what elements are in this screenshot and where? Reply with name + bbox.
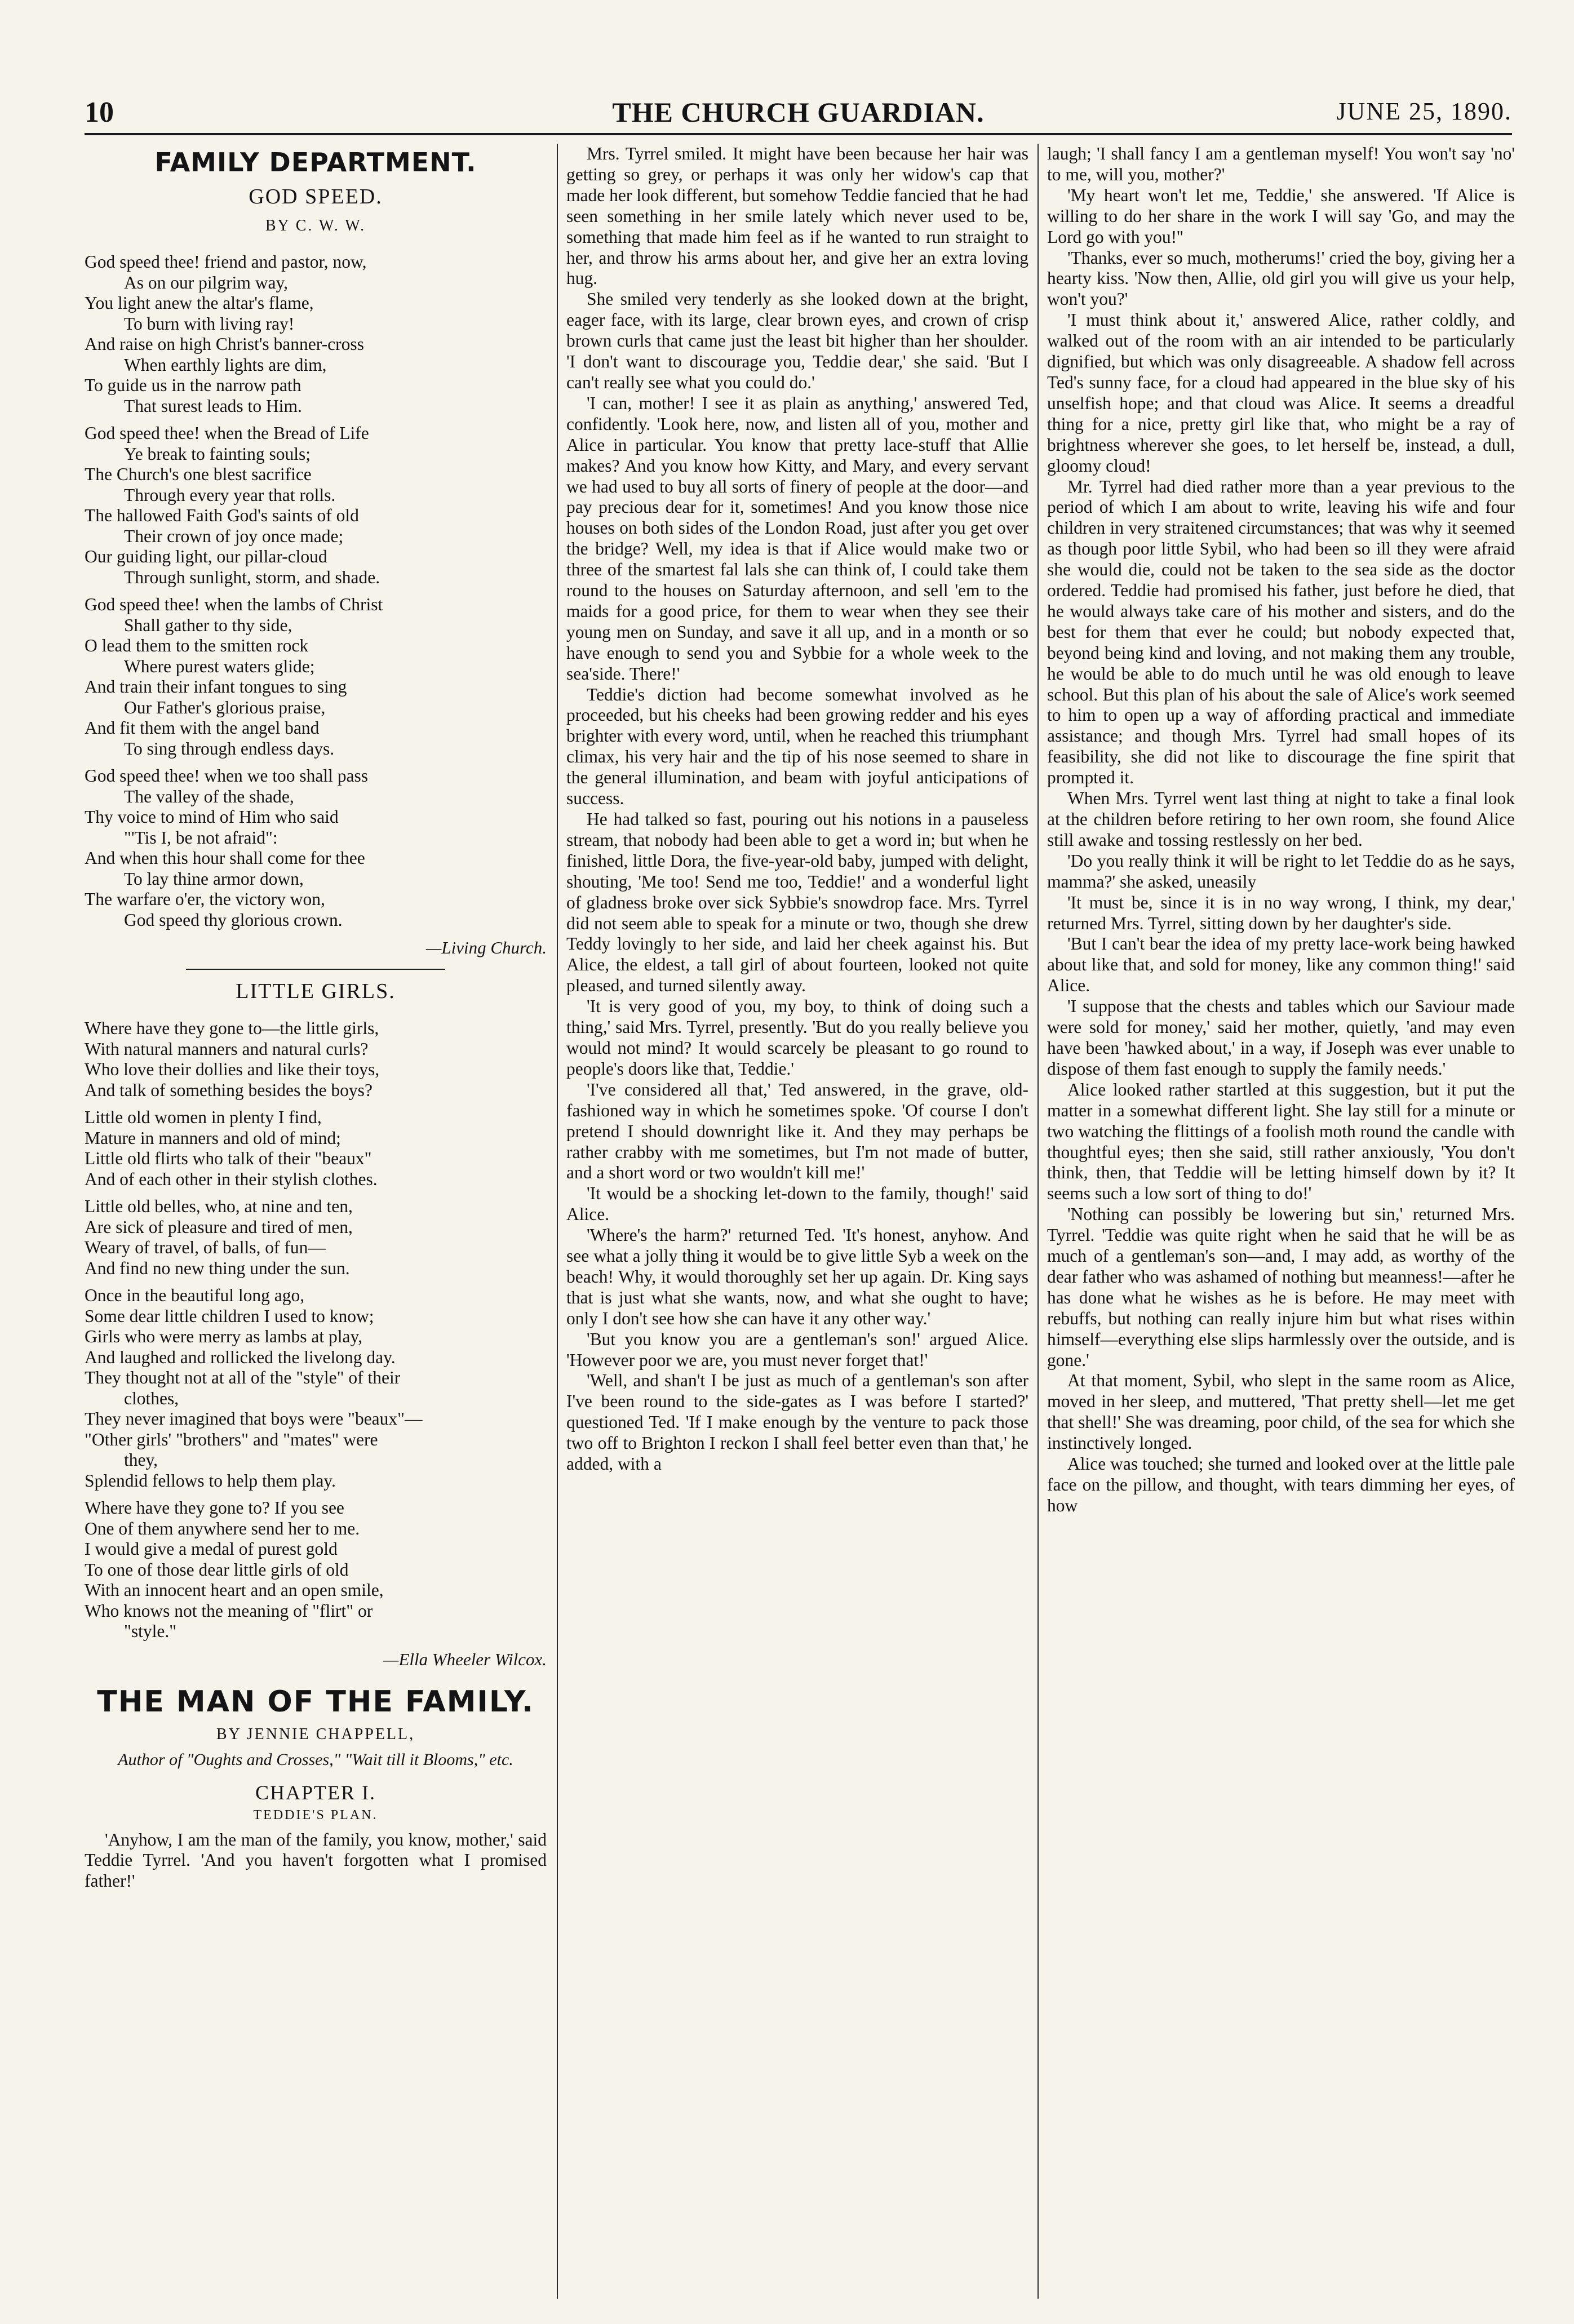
column-2 xyxy=(566,144,1028,2301)
poem-line: Shall gather to thy side, xyxy=(124,615,292,635)
poem-line: Girls who were merry as lambs at play, xyxy=(85,1327,363,1346)
paragraph: 'But you know you are a gentleman's son!' argued Alice. 'However poor we are, you must never forget that!' xyxy=(566,1329,1028,1370)
poem-stanza xyxy=(85,423,547,588)
poem-line: Mature in manners and old of mind; xyxy=(85,1128,341,1148)
newspaper-title: THE CHURCH GUARDIAN. xyxy=(612,96,985,128)
paragraph: laugh; 'I shall fancy I am a gentleman myself! You won't say 'no' to me, will you, mother?' xyxy=(1047,144,1515,184)
paragraph: 'Where's the harm?' returned Ted. 'It's honest, anyhow. And see what a jolly thing it would be to give little Syb a week on the beach! Why, it would thoroughly set her up again. Dr. King says that is just what she wants, now, and what she ought to have; only I don't see how she can have it any other way.' xyxy=(566,1225,1028,1328)
poem-stanza xyxy=(85,1107,547,1190)
poem-title: GOD SPEED. xyxy=(249,185,383,209)
poem-line: And laughed and rollicked the livelong day. xyxy=(85,1347,396,1367)
paragraph: 'But I can't bear the idea of my pretty lace-work being hawked about like that, and sold for money, like any common thing!' said Alice. xyxy=(1047,934,1515,996)
poem-line: Who love their dollies and like their toys, xyxy=(85,1059,380,1079)
poem-line: The warfare o'er, the victory won, xyxy=(85,889,325,909)
story-title: THE MAN OF THE FAMILY. xyxy=(97,1684,534,1719)
poem-byline: BY C. W. W. xyxy=(265,217,366,234)
poem-line: O lead them to the smitten rock xyxy=(85,636,309,655)
poem-line: And raise on high Christ's banner-cross xyxy=(85,334,364,354)
poem-line: God speed thee! when we too shall pass xyxy=(85,766,369,786)
paragraph: When Mrs. Tyrrel went last thing at night to take a final look at the children before retiring to her own room, she found Alice still awake and tossing restlessly on her bed. xyxy=(1047,788,1515,850)
poem-line: To sing through endless days. xyxy=(124,738,335,759)
poem-line: Splendid fellows to help them play. xyxy=(85,1470,336,1491)
poem-stanza xyxy=(85,1285,547,1491)
poem-stanza xyxy=(85,1196,547,1279)
poem-title: LITTLE GIRLS. xyxy=(236,979,396,1003)
paragraph: She smiled very tenderly as she looked down at the bright, eager face, with its large, clear brown eyes, and crown of crisp brown curls that came just the least bit higher than her shoulder. 'I don't want to discourage you, Teddie dear,' she said. 'But I can't really see what you could do.' xyxy=(566,289,1028,392)
poem-line: Where have they gone to—the little girls, xyxy=(85,1018,379,1038)
header-rule xyxy=(85,133,1512,135)
poem-stanza xyxy=(85,766,547,930)
paragraph: 'I can, mother! I see it as plain as anything,' answered Ted, confidently. 'Look here, now, and listen all of you, mother and Alice in particular. You know that pretty lace-stuff that Allie makes? And you know how Kitty, and Mary, and every servant we had used to buy all sorts of finery of people at the door—and pay precious dear for it, sometimes! And you know those nice houses on both sides of the London Road, just after you get over the bridge? Well, my idea is that if Alice would make two or three of the smartest fal lals she can think of, I could take them round to the houses on Saturday afternoon, and sell 'em to the maids for a good price, for them to wear when they see their young men on Sunday, and save it all up, and in a month or so have enough to send you and Sybbie for a whole week to the sea'side. There!' xyxy=(566,393,1028,684)
paragraph: 'Thanks, ever so much, motherums!' cried the boy, giving her a hearty kiss. 'Now then, Allie, old girl you will give us your help, won't you?' xyxy=(1047,247,1515,309)
page-number: 10 xyxy=(85,96,114,128)
poem-line: Weary of travel, of balls, of fun— xyxy=(85,1238,326,1257)
paragraph: Teddie's diction had become somewhat involved as he proceeded, but his cheeks had been growing redder and his eyes brighter with every word, until, when he reached this triumphant climax, his very hair and the tip of his nose seemed to share in the general illumination, and beam with joyful anticipations of success. xyxy=(566,684,1028,809)
paragraph: 'I've considered all that,' Ted answered, in the grave, old-fashioned way in which he sometimes spoke. 'Of course I don't pretend I should downright like it. And they may perhaps be rather crabby with me sometimes, but I'm not made of butter, and a short word or two wouldn't kill me!' xyxy=(566,1079,1028,1183)
poem-line: To one of those dear little girls of old xyxy=(85,1559,349,1580)
poem-line: One of them anywhere send her to me. xyxy=(85,1518,360,1538)
poem-line: Are sick of pleasure and tired of men, xyxy=(85,1217,353,1237)
poem-line: Our guiding light, our pillar-cloud xyxy=(85,547,327,566)
poem-line: And talk of something besides the boys? xyxy=(85,1080,373,1100)
paragraph: 'It is very good of you, my boy, to think of doing such a thing,' said Mrs. Tyrrel, presently. 'But do you really believe you would not mind? It would scarcely be pleasant to go round to people's doors like that, Teddie.' xyxy=(566,996,1028,1079)
paragraph: 'It must be, since it is in no way wrong, I think, my dear,' returned Mrs. Tyrrel, sitting down by her daughter's side. xyxy=(1047,892,1515,933)
poem-line: With an innocent heart and an open smile, xyxy=(85,1580,384,1600)
poem-line: "'Tis I, be not afraid": xyxy=(124,827,278,848)
poem-line: They never imagined that boys were "beaux"— xyxy=(85,1409,423,1429)
paragraph: 'Nothing can possibly be lowering but sin,' returned Mrs. Tyrrel. 'Teddie was quite right when he said that he will be as much of a gentleman's son—and, I may add, as worthy of the dear father who was ashamed of nothing but meanness!—after he has done what he wishes as he is before. He may meet with rebuffs, but nothing can really injure him but what rises within himself—everything else slips harmlessly over the outside, and is gone.' xyxy=(1047,1204,1515,1370)
column-divider xyxy=(1037,144,1039,2299)
poem-line: To burn with living ray! xyxy=(124,313,295,334)
poem-stanza xyxy=(85,252,547,416)
poem-line: Through sunlight, storm, and shade. xyxy=(124,567,380,587)
poem-stanza xyxy=(85,1018,547,1101)
paragraph: Mr. Tyrrel had died rather more than a year previous to the period of which I am about to write, leaving his wife and four children in very straitened circumstances; that was why it seemed as though poor little Sybil, who had been so ill they were afraid she would die, could not be taken to the sea side as the doctor ordered. Teddie had promised his father, just before he died, that he would always take care of his mother and sisters, and do the best for them that ever he could; but nobody expected that, beyond being kind and loving, and not making them any trouble, he would be able to do much until he was old enough to leave school. But this plan of his about the sale of Alice's work seemed to him to open up a way of affording practical and immediate assistance; and though Mrs. Tyrrel had small hopes of its feasibility, she did not like to discourage the fine spirit that prompted it. xyxy=(1047,476,1515,788)
page-header xyxy=(85,79,1512,130)
poem-body xyxy=(85,252,547,930)
poem-line: The valley of the shade, xyxy=(124,786,294,806)
chapter-subtitle: TEDDIE'S PLAN. xyxy=(253,1807,378,1822)
poem-stanza xyxy=(85,1498,547,1642)
poem-line: Where have they gone to? If you see xyxy=(85,1498,344,1518)
poem-body xyxy=(85,1018,547,1642)
chapter-heading: CHAPTER I. xyxy=(255,1781,376,1804)
paragraph: 'Anyhow, I am the man of the family, you know, mother,' said Teddie Tyrrel. 'And you haven't forgotten what I promised father!' xyxy=(85,1829,547,1891)
paragraph: 'My heart won't let me, Teddie,' she answered. 'If Alice is willing to do her share in the work I will say 'Go, and may the Lord go with you!'' xyxy=(1047,185,1515,247)
poem-line: Ye break to fainting souls; xyxy=(124,443,311,464)
poem-stanza xyxy=(85,595,547,759)
poem-line: To lay thine armor down, xyxy=(124,868,304,889)
poem-line: And find no new thing under the sun. xyxy=(85,1258,350,1278)
poem-line: That surest leads to Him. xyxy=(124,396,302,416)
paragraph: Alice looked rather startled at this suggestion, but it put the matter in a somewhat different light. She lay still for a minute or two watching the flittings of a foolish moth round the candle with thoughtful eyes; then she said, still rather anxiously, 'You don't think, then, that Teddie will be letting himself down by it? It seems such a low sort of thing to do!' xyxy=(1047,1079,1515,1204)
poem-line: I would give a medal of purest gold xyxy=(85,1539,338,1559)
poem-line: Little old flirts who talk of their "beaux" xyxy=(85,1148,372,1168)
paragraph: At that moment, Sybil, who slept in the same room as Alice, moved in her sleep, and muttered, 'That pretty shell—let me get that shell!' She was dreaming, poor child, of the sea for which she instinctively longed. xyxy=(1047,1371,1515,1453)
poem-line: And when this hour shall come for thee xyxy=(85,848,365,868)
poem-line: Who knows not the meaning of "flirt" or xyxy=(85,1600,373,1621)
paragraph: 'It would be a shocking let-down to the family, though!' said Alice. xyxy=(566,1183,1028,1225)
poem-line: Once in the beautiful long ago, xyxy=(85,1285,305,1305)
poem-line: Little old belles, who, at nine and ten, xyxy=(85,1196,353,1216)
poem-line: God speed thee! friend and pastor, now, xyxy=(85,252,367,272)
paragraph: He had talked so fast, pouring out his notions in a pauseless stream, that nobody had been able to get a word in; but when he finished, little Dora, the five-year-old baby, jumped with delight, shouting, 'Me too! Send me too, Teddie!' and a wonderful light of gladness broke over sick Sybbie's snowdrop face. Mrs. Tyrrel did not seem able to speak for a minute or two, though she drew Teddy lovingly to her side, and laid her cheek against his. But Alice, the eldest, a tall girl of about fourteen, looked not quite pleased, and turned silently away. xyxy=(566,809,1028,996)
poem-line: Through every year that rolls. xyxy=(124,485,336,505)
poem-line: Our Father's glorious praise, xyxy=(124,697,326,717)
poem-line: You light anew the altar's flame, xyxy=(85,293,314,313)
poem-line: "style." xyxy=(124,1621,177,1641)
poem-line: Some dear little children I used to know; xyxy=(85,1306,374,1326)
story-author-credits: Author of "Oughts and Crosses," "Wait till it Blooms," etc. xyxy=(118,1750,513,1769)
poem-line: To guide us in the narrow path xyxy=(85,375,302,395)
paragraph: 'Well, and shan't I be just as much of a gentleman's son after I've been round to the side-gates as I was before I started?' questioned Ted. 'If I make enough by the venture to pack those two off to Brighton I reckon I shall feel better even than that,' he added, with a xyxy=(566,1371,1028,1474)
poem-line: They thought not at all of the "style" of their xyxy=(85,1368,401,1387)
paragraph: Mrs. Tyrrel smiled. It might have been because her hair was getting so grey, or perhaps it was only her widow's cap that made her look different, but somehow Teddie fancied that he had seen something in her smile lately which never used to be, something that made him feel as if he wanted to run straight to her, and throw his arms about her, and give her an extra loving hug. xyxy=(566,144,1028,289)
poem-line: And train their infant tongues to sing xyxy=(85,677,347,697)
poem-line: The Church's one blest sacrifice xyxy=(85,464,312,484)
paragraph: 'Do you really think it will be right to let Teddie do as he says, mamma?' she asked, uneasily xyxy=(1047,850,1515,892)
poem-line: Thy voice to mind of Him who said xyxy=(85,807,339,827)
poem-line: clothes, xyxy=(124,1388,179,1408)
section-heading: FAMILY DEPARTMENT. xyxy=(154,147,477,178)
paragraph: 'I suppose that the chests and tables which our Saviour made were sold for money,' said her mother, quietly, 'and may even have been 'hawked about,' in a way, if Joseph was ever unable to dispose of them fast enough to supply the family needs.' xyxy=(1047,996,1515,1079)
poem-line: The hallowed Faith God's saints of old xyxy=(85,505,359,525)
divider xyxy=(186,969,445,970)
poem-line: As on our pilgrim way, xyxy=(124,272,289,292)
issue-date: JUNE 25, 1890. xyxy=(1336,97,1512,125)
poem-line: Their crown of joy once made; xyxy=(124,526,344,546)
paragraph: Alice was touched; she turned and looked over at the little pale face on the pillow, and thought, with tears dimming her eyes, of how xyxy=(1047,1454,1515,1515)
column-1 xyxy=(85,144,547,2301)
column-divider xyxy=(557,144,558,2299)
poem-line: God speed thee! when the Bread of Life xyxy=(85,423,369,443)
poem-line: they, xyxy=(124,1450,158,1470)
story-opening xyxy=(85,1830,547,1892)
paragraph: 'I must think about it,' answered Alice, rather coldly, and walked out of the room with an air intended to be particularly dignified, but which was only disagreeable. A shadow fell across Ted's sunny face, for a cloud had appeared in the blue sky of his unselfish hope; and that cloud was Alice. It seems a dreadful thing for a nice, pretty girl like that, who might be a ray of brightness wherever she goes, to let herself be, instead, a dull, gloomy cloud! xyxy=(1047,310,1515,476)
column-3 xyxy=(1047,144,1515,2301)
poem-line: And fit them with the angel band xyxy=(85,718,320,738)
poem-line: God speed thee! when the lambs of Christ xyxy=(85,595,383,614)
poem-attribution: —Ella Wheeler Wilcox. xyxy=(383,1649,547,1669)
poem-line: God speed thy glorious crown. xyxy=(124,910,343,930)
poem-attribution: —Living Church. xyxy=(425,938,547,957)
poem-line: "Other girls' "brothers" and "mates" were xyxy=(85,1429,378,1449)
poem-line: With natural manners and natural curls? xyxy=(85,1039,369,1059)
poem-line: Little old women in plenty I find, xyxy=(85,1107,322,1127)
story-byline: BY JENNIE CHAPPELL, xyxy=(216,1725,415,1743)
poem-line: When earthly lights are dim, xyxy=(124,354,327,375)
poem-line: And of each other in their stylish clothes. xyxy=(85,1169,378,1189)
poem-line: Where purest waters glide; xyxy=(124,656,315,676)
